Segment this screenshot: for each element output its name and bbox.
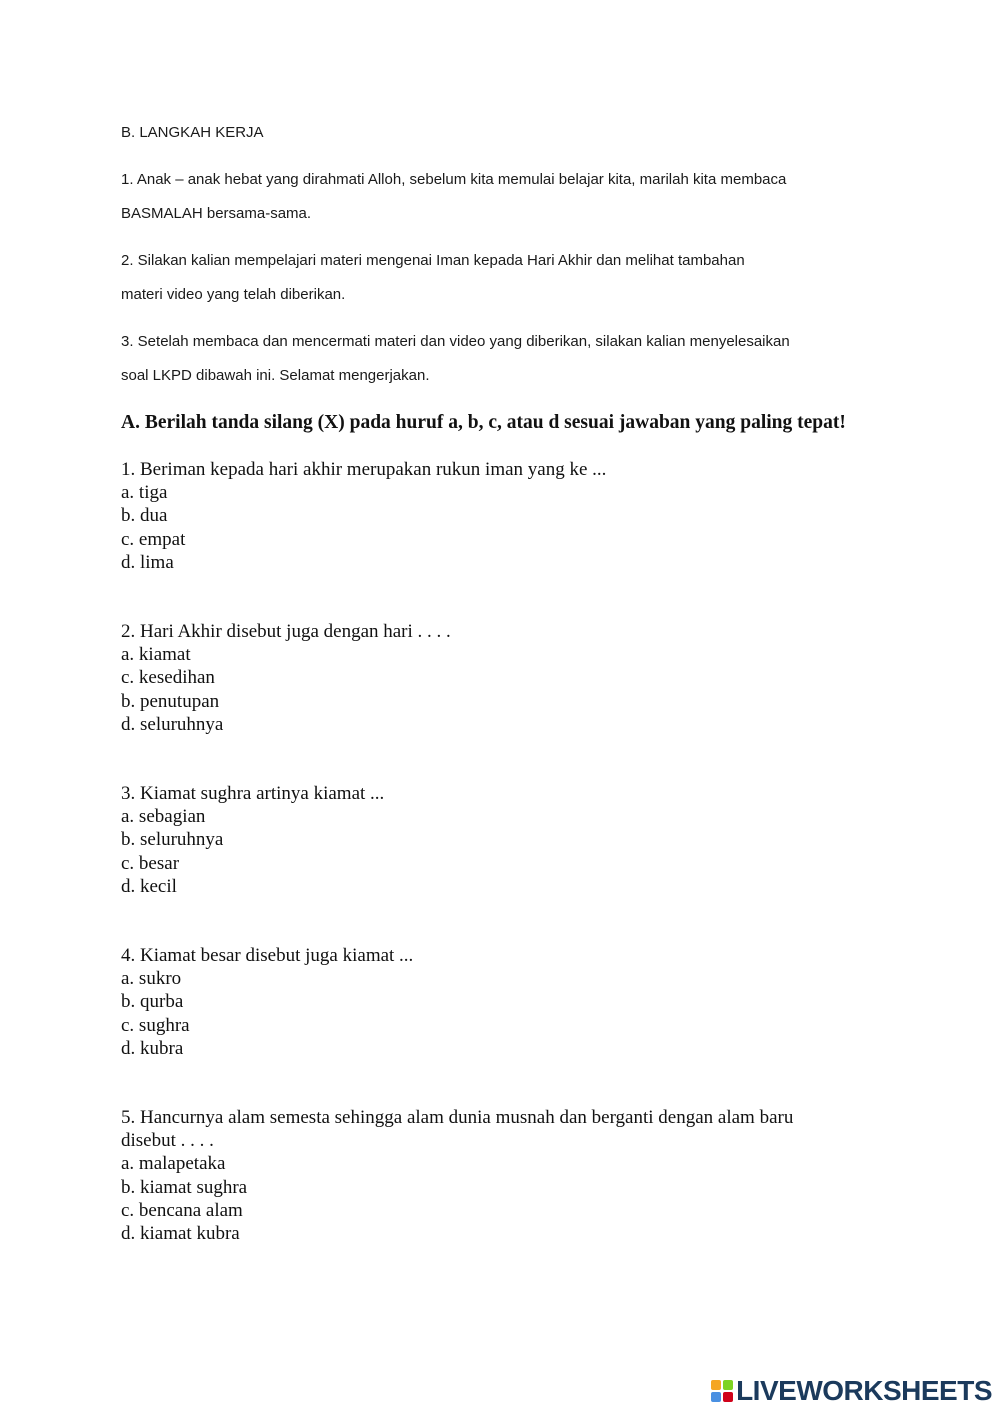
- answer-option-c[interactable]: c. sughra: [121, 1014, 190, 1036]
- liveworksheets-logo: [711, 1375, 992, 1407]
- step-line: 3. Setelah membaca dan mencermati materi dan video yang diberikan, silakan kalian menyelesaikan: [121, 333, 790, 350]
- answer-option-b[interactable]: b. penutupan: [121, 690, 220, 712]
- answer-option-d[interactable]: d. seluruhnya: [121, 713, 224, 735]
- answer-option-b[interactable]: b. seluruhnya: [121, 829, 224, 851]
- answer-option-d[interactable]: d. kiamat kubra: [121, 1223, 240, 1245]
- question-5: [121, 1106, 793, 1245]
- answer-option-c[interactable]: c. kesedihan: [121, 667, 215, 689]
- answer-option-c[interactable]: c. bencana alam: [121, 1199, 243, 1221]
- step-line: 2. Silakan kalian mempelajari materi mengenai Iman kepada Hari Akhir dan melihat tambahan: [121, 252, 745, 269]
- answer-option-d[interactable]: d. kecil: [121, 875, 177, 897]
- answer-option-b[interactable]: b. qurba: [121, 991, 184, 1013]
- step-line: materi video yang telah diberikan.: [121, 286, 346, 303]
- logo-tile: [723, 1380, 733, 1390]
- logo-icon: [711, 1380, 733, 1402]
- logo-text: LIVEWORKSHEETS: [736, 1375, 992, 1406]
- step-line: BASMALAH bersama-sama.: [121, 205, 312, 222]
- question-text: 2. Hari Akhir disebut juga dengan hari . . . .: [121, 621, 451, 642]
- answer-option-a[interactable]: a. kiamat: [121, 644, 191, 666]
- question-4: [121, 944, 413, 1060]
- question-text: 3. Kiamat sughra artinya kiamat ...: [121, 783, 385, 804]
- logo-tile: [723, 1392, 733, 1402]
- logo-tile: [711, 1380, 721, 1390]
- answer-option-a[interactable]: a. sukro: [121, 968, 182, 990]
- answer-option-c[interactable]: c. besar: [121, 852, 180, 874]
- answer-option-b[interactable]: b. dua: [121, 505, 168, 527]
- question-text: 5. Hancurnya alam semesta sehingga alam dunia musnah dan berganti dengan alam baru: [121, 1107, 794, 1128]
- step-line: soal LKPD dibawah ini. Selamat mengerjakan.: [121, 367, 430, 384]
- question-text: 4. Kiamat besar disebut juga kiamat ...: [121, 945, 414, 966]
- logo-tile: [711, 1392, 721, 1402]
- question-1: [121, 458, 606, 574]
- answer-option-a[interactable]: a. malapetaka: [121, 1153, 226, 1175]
- question-text: 1. Beriman kepada hari akhir merupakan rukun iman yang ke ...: [121, 459, 607, 480]
- question-2: [121, 620, 451, 736]
- answer-option-d[interactable]: d. kubra: [121, 1037, 184, 1059]
- answer-option-c[interactable]: c. empat: [121, 528, 186, 550]
- answer-option-a[interactable]: a. tiga: [121, 482, 168, 504]
- answer-option-d[interactable]: d. lima: [121, 551, 174, 573]
- answer-option-a[interactable]: a. sebagian: [121, 806, 206, 828]
- question-3: [121, 782, 384, 898]
- question-text-continued: disebut . . . .: [121, 1130, 214, 1152]
- instruction-heading: A. Berilah tanda silang (X) pada huruf a, b, c, atau d sesuai jawaban yang paling tepat!: [121, 412, 846, 433]
- section-title: B. LANGKAH KERJA: [121, 124, 264, 141]
- answer-option-b[interactable]: b. kiamat sughra: [121, 1176, 248, 1198]
- step-line: 1. Anak – anak hebat yang dirahmati Alloh, sebelum kita memulai belajar kita, marilah kita membaca: [121, 171, 787, 188]
